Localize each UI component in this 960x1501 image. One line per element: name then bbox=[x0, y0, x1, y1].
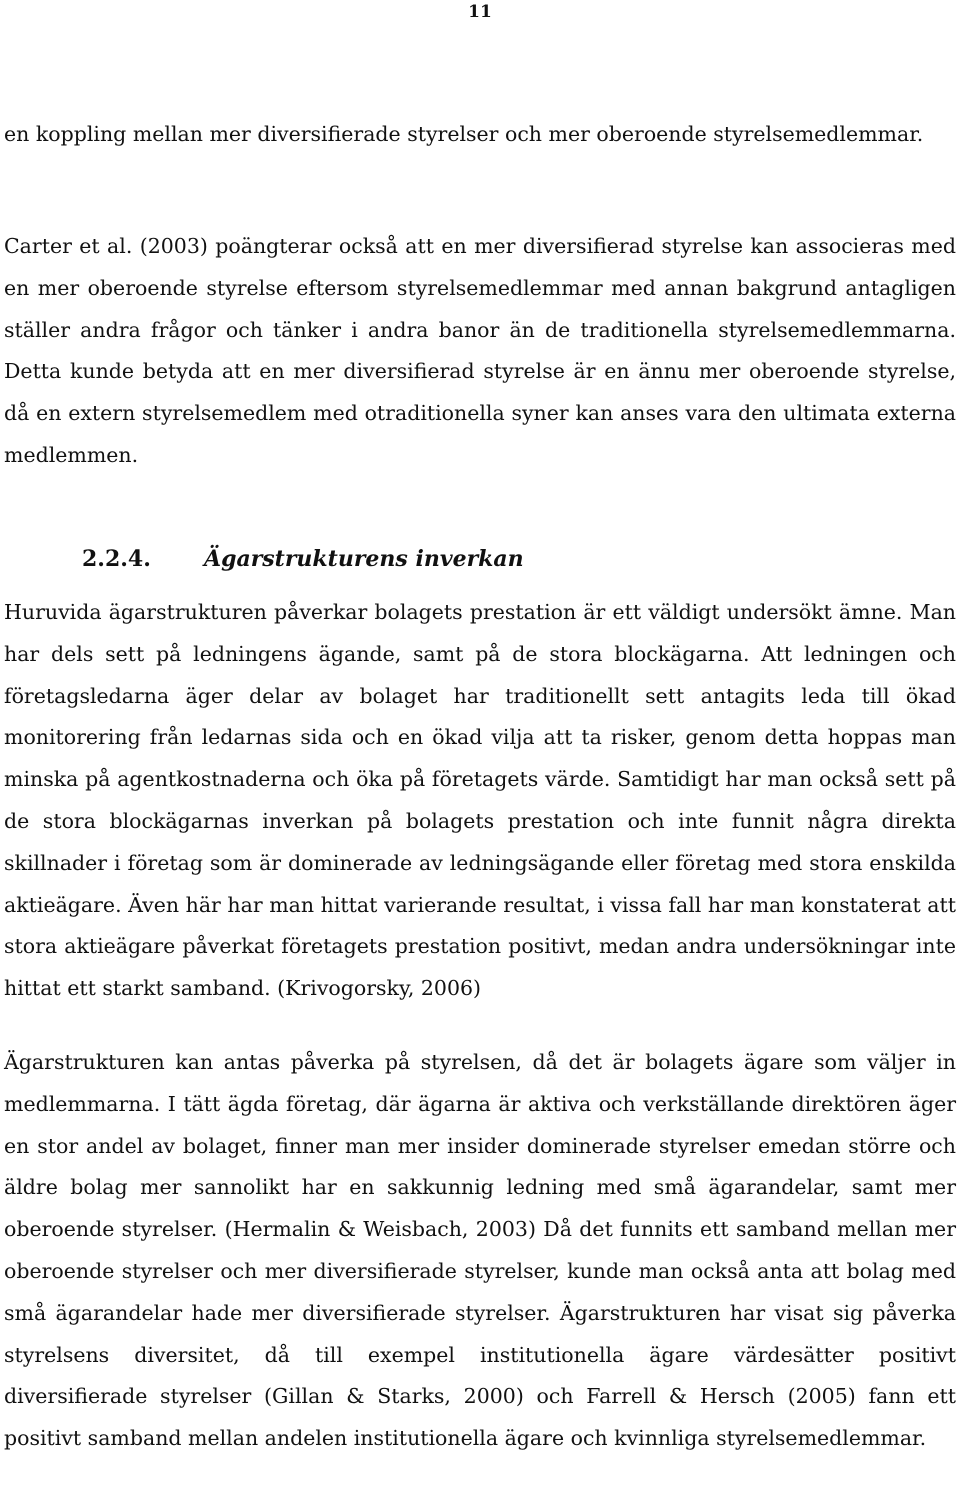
page-number: 11 bbox=[468, 2, 492, 22]
paragraph-2: Carter et al. (2003) poängterar också att en mer diversifierad styrelse kan associeras med en mer oberoende styrelse eftersom styrelsemedlemmar med annan bakgrund antagligen ställer andra frågor och tänker i andra banor än de traditionella styrelsemedlemmarna. Detta kunde betyda att en mer diversifierad styrelse är en ännu mer oberoende styrelse, då en extern styrelsemedlem med otraditionella syner kan anses vara den ultimata externa medlemmen. bbox=[4, 234, 956, 467]
section-heading bbox=[82, 538, 524, 580]
section-number: 2.2.4. bbox=[82, 546, 151, 572]
paragraph-4: Ägarstrukturen kan antas påverka på styrelsen, då det är bolagets ägare som väljer in medlemmarna. I tätt ägda företag, där ägarna är aktiva och verkställande direktören äger en stor andel av bolaget, finner man mer insider dominerade styrelser emedan större och äldre bolag mer sannolikt har en sakkunnig ledning med små ägarandelar, samt mer oberoende styrelser. (Hermalin & Weisbach, 2003) Då det funnits ett samband mellan mer oberoende styrelser och mer diversifierade styrelser, kunde man också anta att bolag med små ägarandelar hade mer diversifierade styrelser. Ägarstrukturen har visat sig påverka styrelsens diversitet, då till exempel institutionella ägare värdesätter positivt diversifierade styrelser (Gillan & Starks, 2000) och Farrell & Hersch (2005) fann ett positivt samband mellan andelen institutionella ägare och kvinnliga styrelsemedlemmar. bbox=[4, 1050, 956, 1451]
section-title: Ägarstrukturens inverkan bbox=[204, 546, 524, 572]
paragraph-3: Huruvida ägarstrukturen påverkar bolagets prestation är ett väldigt undersökt ämne. Man har dels sett på ledningens ägande, samt på de stora blockägarna. Att ledningen och företagsledarna äger delar av bolaget har traditionellt sett antagits leda till ökad monitorering från ledarnas sida och en ökad vilja att ta risker, genom detta hoppas man minska på agentkostnaderna och öka på företagets värde. Samtidigt har man också sett på de stora blockägarnas inverkan på bolagets prestation och inte funnit några direkta skillnader i företag som är dominerade av ledningsägande eller företag med stora enskilda aktieägare. Även här har man hittat varierande resultat, i vissa fall har man konstaterat att stora aktieägare påverkat företagets prestation positivt, medan andra undersökningar inte hittat ett starkt samband. (Krivogorsky, 2006) bbox=[4, 600, 956, 1001]
paragraph-1: en koppling mellan mer diversifierade styrelser och mer oberoende styrelsemedlemmar. bbox=[4, 122, 924, 146]
